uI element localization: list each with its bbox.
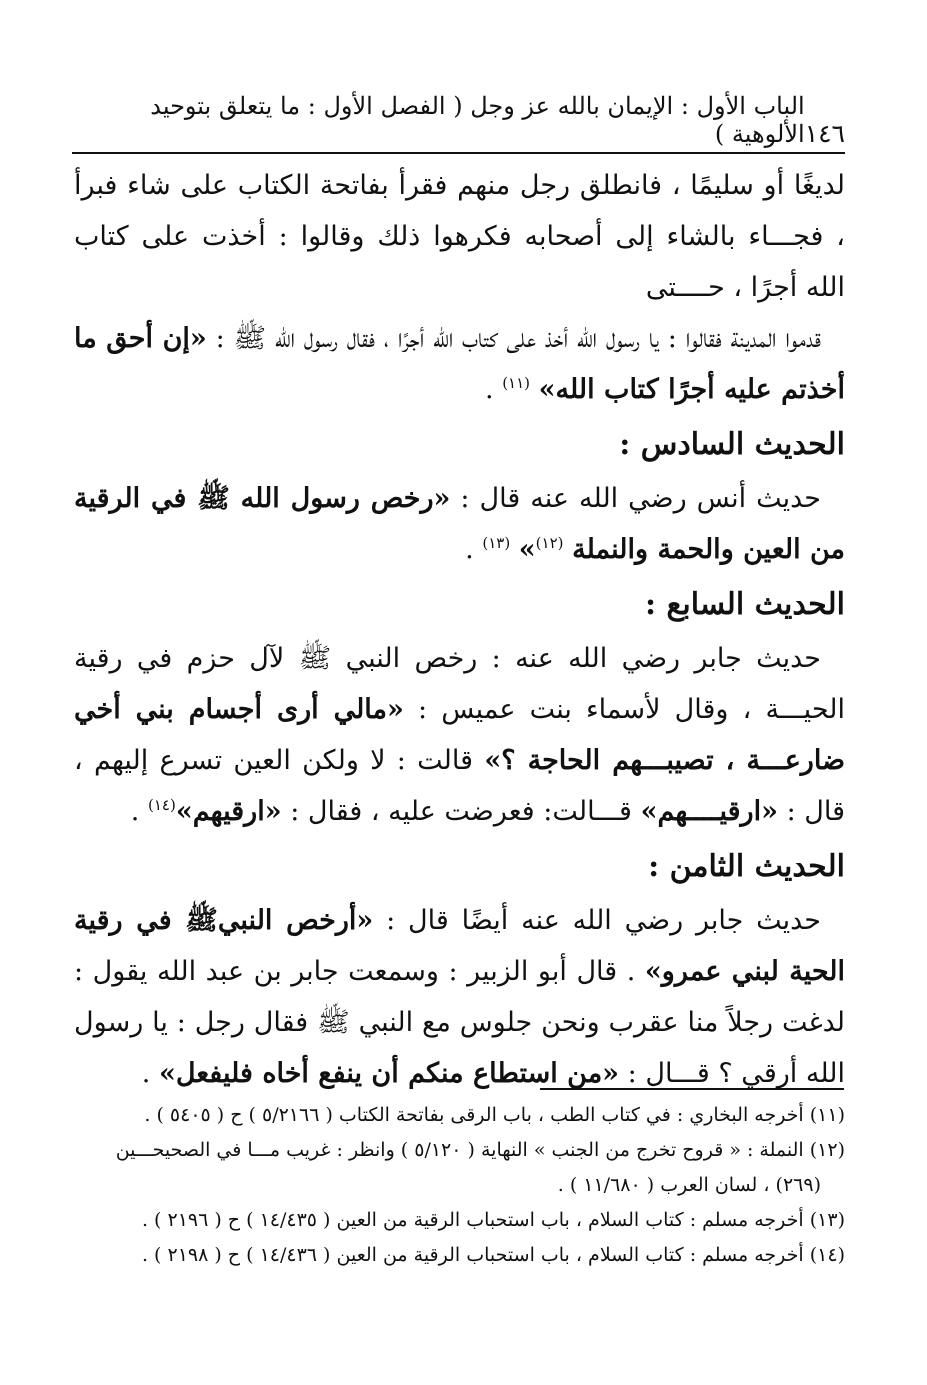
intro-line-1: لديغًا أو سليمًا ، فانطلق رجل منهم فقرأ بفاتحة الكتاب على شاء فبرأ ، فجـــاء [74, 170, 846, 252]
intro-line-3: قدموا المدينة فقالوا : يا رسول الله أخذ على كتاب الله أجرًا ، فقال رسول الله [274, 323, 821, 354]
hadith-8-end: . [141, 1058, 151, 1089]
intro-end: . [485, 374, 494, 405]
footnote-14: (١٤) أخرجه مسلم : كتاب السلام ، باب استحباب الرقية من العين ( ١٤/٤٣٦ ) ح ( ٢١٩٨ ) . [141, 1244, 845, 1266]
footnote-12-continued: (٢٦٩) ، لسان العرب ( ١١/٦٨٠ ) . [557, 1174, 821, 1196]
footnote-ref-12: (١٢) [535, 534, 564, 552]
hadith-7-text-1: حديث جابر رضي الله عنه : رخص النبي ﷺ لآل حزم في رقية الحيـــة ، [74, 643, 845, 725]
hadith-6-quote: «رخص رسول الله ﷺ في الرقية من العين والحمة والنملة [74, 483, 845, 565]
hadith-8-quote-2: «من استطاع منكم أن ينفع أخاه فليفعل» [158, 1058, 620, 1089]
hadith-6-paragraph [74, 473, 845, 575]
footnote-11: (١١) أخرجه البخاري : في كتاب الطب ، باب الرقى بفاتحة الكتاب ( ٥/٢١٦٦ ) ح ( ٥٤٠٥ ) . [144, 1104, 845, 1126]
footnote-13: (١٣) أخرجه مسلم : كتاب السلام ، باب استحباب الرقية من العين ( ١٤/٤٣٥ ) ح ( ٢١٩٦ ) . [141, 1209, 845, 1231]
hadith-6-quote-close: » [518, 534, 536, 565]
hadith-7-text-4: قـــالت: فعرضت عليه ، فقال : [290, 796, 632, 827]
hadith-7-quote-1: «مالي أرى أجسام بني أخي ضارعـــة ، تصيبـــهم الحاجة ؟» [74, 694, 845, 776]
footnote-ref-13: (١٣) [482, 534, 511, 552]
running-header [72, 92, 845, 148]
footnote-ref-11: (١١) [502, 374, 531, 392]
hadith-6-title: الحديث السادس : [619, 427, 845, 462]
hadith-8-paragraph [74, 895, 845, 1099]
intro-paragraph [74, 160, 845, 415]
intro-quote: «إن أحق ما أخذتم عليه أجرًا كتاب الله» [74, 323, 845, 405]
hadith-8-text-1: حديث جابر رضي الله عنه أيضًا قال : [386, 905, 821, 936]
chapter-title: الباب الأول : الإيمان بالله عز وجل ( الفصل الأول : ما يتعلق بتوحيد الألوهية ) [150, 92, 805, 148]
hadith-6-text: حديث أنس رضي الله عنه قال : [460, 483, 821, 514]
intro-line-4-prefix: ﷺ : [215, 323, 267, 354]
main-text [74, 160, 845, 1099]
hadith-7-text-2: وقال لأسماء بنت عميس : [418, 694, 729, 725]
hadith-7-end: . [130, 796, 140, 827]
hadith-7-quote-3: «ارقيهم» [175, 796, 282, 827]
header-rule [72, 152, 845, 154]
footnote-rule [540, 1088, 844, 1090]
hadith-7-quote-2: «ارقيــــهم» [640, 796, 778, 827]
footnote-ref-14: (١٤) [147, 796, 176, 814]
footnotes [74, 1098, 845, 1273]
hadith-8-quote-1: «أرخص النبيﷺ في رقية الحية لبني عمرو» [74, 905, 845, 987]
intro-line-2: بالشاء إلى أصحابه فكرهوا ذلك وقالوا : أخذت على كتاب الله أجرًا ، حــــتى [74, 221, 845, 303]
footnote-12: (١٢) النملة : « قروح تخرج من الجنب » النهاية ( ٥/١٢٠ ) وانظر : غريب مـــا في الصحيحـــين [115, 1139, 845, 1161]
hadith-6-end: . [465, 534, 474, 565]
hadith-7-paragraph [74, 633, 845, 837]
hadith-7-text-3: قالت : لا ولكن العين تسرع إليهم ، قال : [74, 745, 845, 827]
hadith-8-title: الحديث الثامن : [648, 849, 845, 884]
hadith-7-title: الحديث السابع : [644, 587, 845, 622]
hadith-8-text-2: . قال أبو الزبير : وسمعت جابر بن عبد الله يقول : لدغت رجلاً منا عقرب ونحن جلوس مع النبي ﷺ فقال رجل : يا رسول الله أرقي ؟ قـــال : [74, 956, 845, 1089]
page-number: ١٤٦ [804, 119, 845, 148]
